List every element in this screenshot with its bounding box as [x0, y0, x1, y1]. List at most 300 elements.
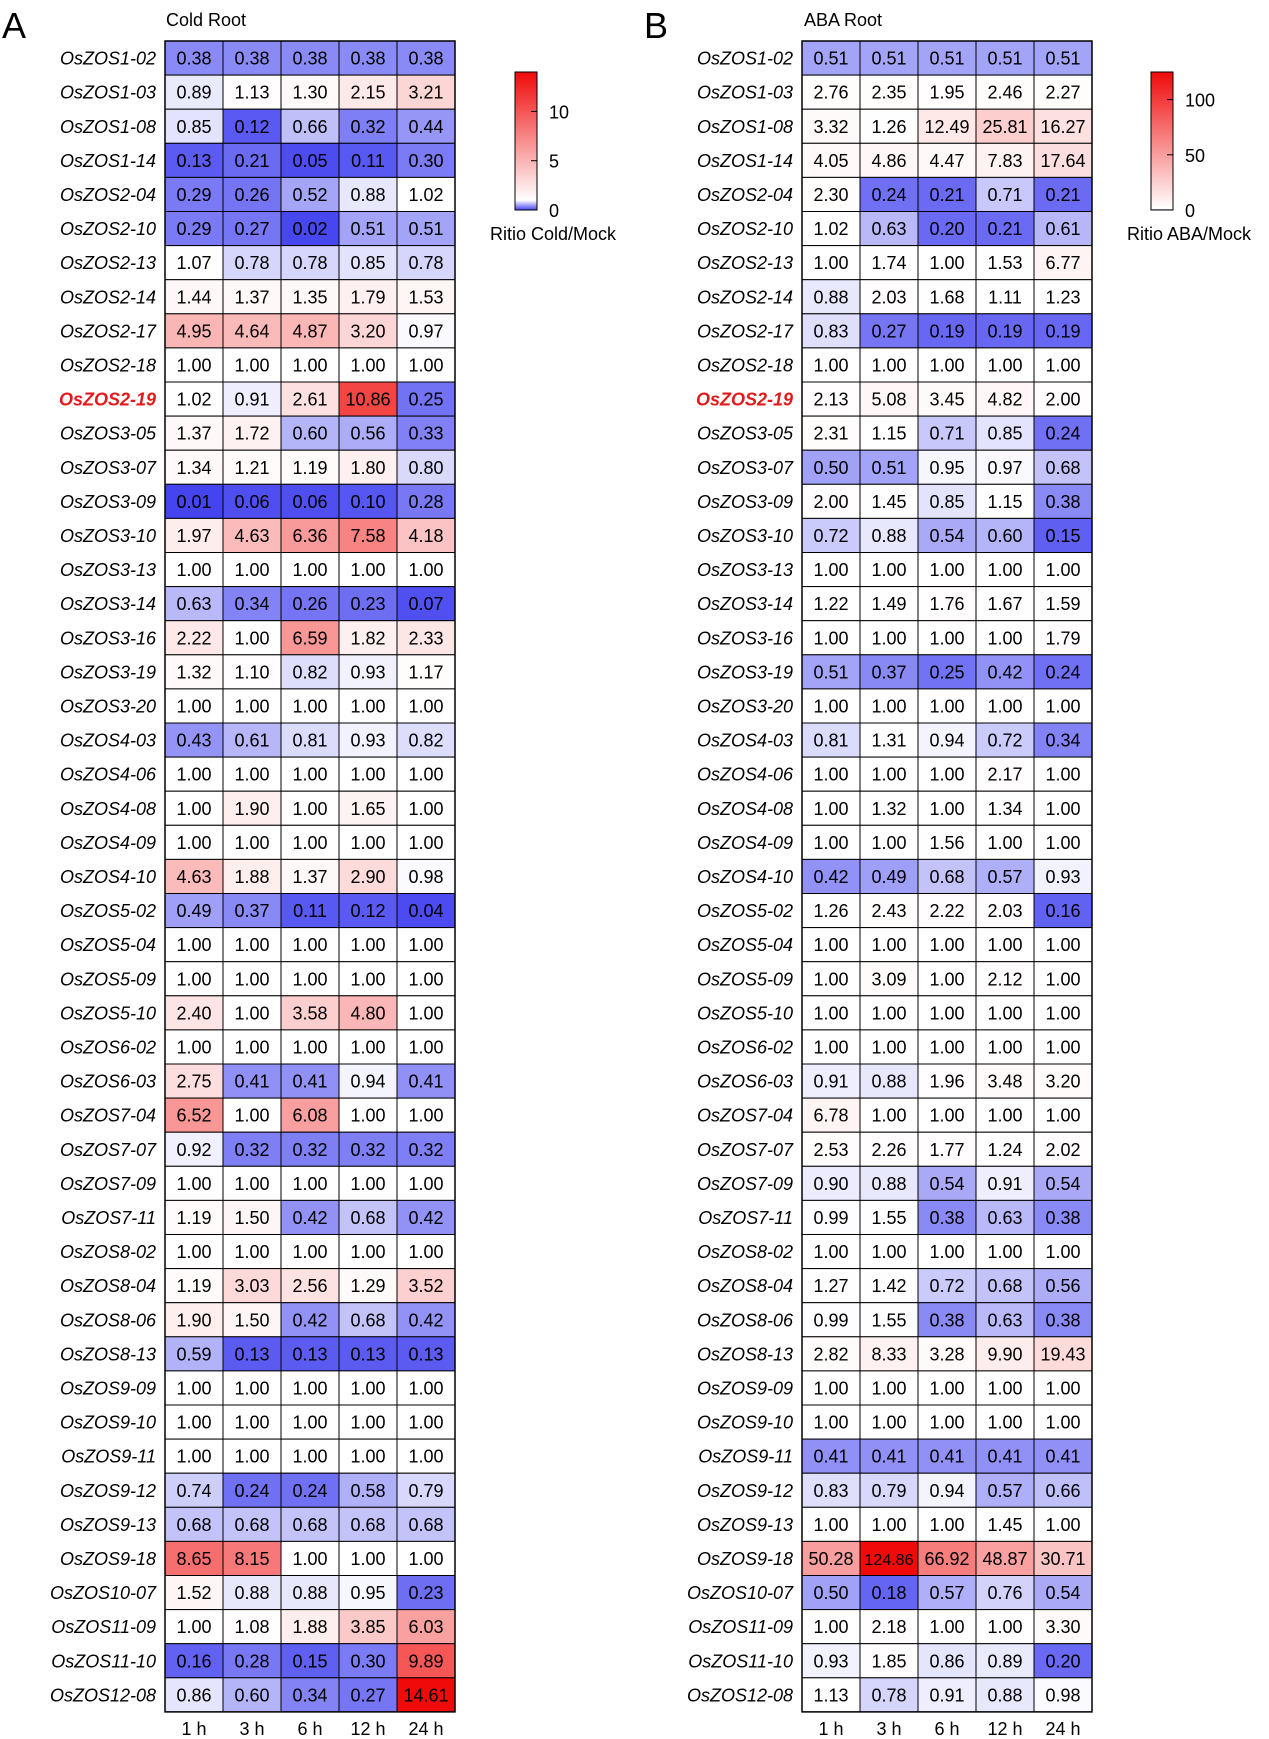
cell-value-label: 1.00: [987, 628, 1023, 649]
legend-tick-label: 100: [1185, 90, 1216, 111]
cell-value-label: 1.00: [292, 1037, 328, 1058]
cell-value-label: 1.00: [408, 560, 444, 581]
cell-value-label: 0.19: [987, 321, 1023, 342]
cell-value-label: 0.27: [234, 219, 270, 240]
cell-value-label: 1.00: [176, 696, 212, 717]
cell-value-label: 1.00: [292, 355, 328, 376]
cell-value-label: 1.00: [292, 935, 328, 956]
cell-value-label: 1.02: [408, 184, 444, 205]
cell-value-label: 19.43: [1040, 1344, 1086, 1365]
cell-value-label: 1.34: [176, 457, 212, 478]
cell-value-label: 0.27: [871, 321, 907, 342]
row-label: OsZOS3-07: [696, 457, 793, 478]
cell-value-label: 1.00: [1045, 969, 1081, 990]
cell-value-label: 1.35: [292, 287, 328, 308]
cell-value-label: 1.50: [234, 1207, 270, 1228]
cell-value-label: 0.63: [871, 219, 907, 240]
cell-value-label: 1.00: [176, 764, 212, 785]
column-label: 6 h: [934, 1718, 960, 1739]
cell-value-label: 0.06: [234, 491, 270, 512]
row-label: OsZOS9-12: [696, 1480, 793, 1501]
cell-value-label: 1.00: [929, 1037, 965, 1058]
cell-value-label: 0.68: [408, 1514, 444, 1535]
cell-value-label: 0.51: [929, 48, 965, 69]
cell-value-label: 3.45: [929, 389, 965, 410]
cell-value-label: 1.79: [1045, 628, 1081, 649]
cell-value-label: 1.17: [408, 662, 444, 683]
row-label: OsZOS4-10: [696, 866, 793, 887]
cell-value-label: 0.26: [292, 594, 328, 615]
cell-value-label: 2.46: [987, 82, 1023, 103]
cell-value-label: 1.00: [987, 560, 1023, 581]
cell-value-label: 0.79: [871, 1480, 907, 1501]
cell-value-label: 8.33: [871, 1344, 907, 1365]
cell-value-label: 0.24: [1045, 662, 1081, 683]
cell-value-label: 0.88: [871, 1071, 907, 1092]
cell-value-label: 0.59: [176, 1344, 212, 1365]
cell-value-label: 1.00: [813, 969, 849, 990]
row-label: OsZOS5-10: [59, 1003, 156, 1024]
cell-value-label: 0.79: [408, 1480, 444, 1501]
cell-value-label: 0.16: [1045, 901, 1081, 922]
cell-value-label: 1.26: [871, 116, 907, 137]
cell-value-label: 0.78: [234, 253, 270, 274]
cell-value-label: 3.30: [1045, 1617, 1081, 1638]
column-label: 6 h: [297, 1718, 323, 1739]
cell-value-label: 4.95: [176, 321, 212, 342]
cell-value-label: 0.91: [813, 1071, 849, 1092]
cell-value-label: 0.83: [813, 321, 849, 342]
cell-value-label: 2.43: [871, 901, 907, 922]
cell-value-label: 2.35: [871, 82, 907, 103]
cell-value-label: 0.83: [813, 1480, 849, 1501]
row-label: OsZOS11-09: [51, 1617, 156, 1638]
row-label: OsZOS8-02: [696, 1242, 793, 1263]
row-label: OsZOS8-13: [59, 1344, 156, 1365]
cell-value-label: 1.55: [871, 1310, 907, 1331]
cell-value-label: 1.00: [408, 935, 444, 956]
cell-value-label: 1.00: [1045, 764, 1081, 785]
cell-value-label: 1.00: [1045, 560, 1081, 581]
cell-value-label: 0.72: [813, 525, 849, 546]
cell-value-label: 0.13: [292, 1344, 328, 1365]
cell-value-label: 0.68: [292, 1514, 328, 1535]
cell-value-label: 0.89: [987, 1651, 1023, 1672]
row-label: OsZOS11-09: [688, 1617, 793, 1638]
row-labels-aba: [687, 49, 794, 1706]
cell-value-label: 0.30: [408, 150, 444, 171]
cell-value-label: 1.44: [176, 287, 212, 308]
cell-value-label: 1.00: [408, 1003, 444, 1024]
cell-value-label: 0.98: [1045, 1685, 1081, 1706]
cell-value-label: 0.25: [929, 662, 965, 683]
heatmap-cells-aba: [802, 41, 1092, 1712]
cell-value-label: 0.94: [929, 730, 965, 751]
cell-value-label: 1.00: [813, 1242, 849, 1263]
row-label: OsZOS1-03: [59, 82, 156, 103]
cell-value-label: 0.90: [813, 1173, 849, 1194]
heatmap-cells-cold: [165, 41, 455, 1712]
cell-value-label: 1.00: [350, 1242, 386, 1263]
row-label: OsZOS12-08: [686, 1685, 793, 1706]
row-label: OsZOS11-10: [51, 1651, 156, 1672]
cell-value-label: 0.57: [929, 1583, 965, 1604]
cell-value-label: 1.00: [234, 1173, 270, 1194]
cell-value-label: 1.00: [929, 355, 965, 376]
cell-value-label: 1.00: [350, 1105, 386, 1126]
cell-value-label: 1.00: [871, 560, 907, 581]
cell-value-label: 0.04: [408, 901, 444, 922]
cell-value-label: 0.51: [813, 662, 849, 683]
cell-value-label: 1.96: [929, 1071, 965, 1092]
cell-value-label: 1.37: [176, 423, 212, 444]
legend-title-cold: Ritio Cold/Mock: [490, 224, 617, 244]
cell-value-label: 0.72: [987, 730, 1023, 751]
cell-value-label: 0.93: [813, 1651, 849, 1672]
cell-value-label: 2.17: [987, 764, 1023, 785]
cell-value-label: 1.00: [292, 1173, 328, 1194]
cell-value-label: 1.00: [350, 764, 386, 785]
panel-label-b: B: [644, 5, 669, 46]
cell-value-label: 0.56: [1045, 1276, 1081, 1297]
cell-value-label: 0.28: [408, 491, 444, 512]
cell-value-label: 2.30: [813, 184, 849, 205]
cell-value-label: 0.49: [176, 901, 212, 922]
cell-value-label: 0.49: [871, 866, 907, 887]
cell-value-label: 4.63: [176, 866, 212, 887]
row-label: OsZOS9-09: [59, 1378, 156, 1399]
row-label: OsZOS1-14: [59, 150, 156, 171]
cell-value-label: 0.11: [293, 901, 327, 922]
row-label: OsZOS6-03: [696, 1071, 793, 1092]
cell-value-label: 1.00: [813, 1617, 849, 1638]
cell-value-label: 0.93: [350, 730, 386, 751]
cell-value-label: 2.27: [1045, 82, 1081, 103]
cell-value-label: 1.88: [234, 866, 270, 887]
cell-value-label: 3.58: [292, 1003, 328, 1024]
cell-value-label: 1.00: [292, 1548, 328, 1569]
cell-value-label: 1.02: [813, 219, 849, 240]
cell-value-label: 1.00: [350, 696, 386, 717]
cell-value-label: 1.00: [408, 1173, 444, 1194]
cell-value-label: 2.40: [176, 1003, 212, 1024]
cell-value-label: 0.51: [871, 457, 907, 478]
cell-value-label: 1.00: [871, 1242, 907, 1263]
cell-value-label: 1.79: [350, 287, 386, 308]
cell-value-label: 2.12: [987, 969, 1023, 990]
cell-value-label: 1.00: [813, 1412, 849, 1433]
cell-value-label: 0.23: [350, 594, 386, 615]
row-label: OsZOS9-12: [59, 1480, 156, 1501]
cell-value-label: 0.81: [292, 730, 328, 751]
row-label: OsZOS2-04: [696, 184, 793, 205]
cell-value-label: 1.11: [988, 287, 1022, 308]
cell-value-label: 3.48: [987, 1071, 1023, 1092]
cell-value-label: 1.00: [176, 1242, 212, 1263]
cell-value-label: 0.12: [350, 901, 386, 922]
row-label: OsZOS1-02: [59, 48, 156, 69]
row-label: OsZOS2-04: [59, 184, 156, 205]
cell-value-label: 2.22: [176, 628, 212, 649]
row-label: OsZOS2-19: [695, 389, 793, 410]
row-label: OsZOS7-11: [61, 1207, 156, 1228]
cell-value-label: 3.20: [1045, 1071, 1081, 1092]
cell-value-label: 2.53: [813, 1139, 849, 1160]
cell-value-label: 0.41: [987, 1446, 1023, 1467]
cell-value-label: 1.00: [1045, 355, 1081, 376]
cell-value-label: 1.27: [813, 1276, 849, 1297]
cell-value-label: 1.00: [929, 935, 965, 956]
row-label: OsZOS2-17: [59, 321, 156, 342]
legend-tick-label: 10: [549, 102, 570, 123]
row-label: OsZOS4-06: [59, 764, 156, 785]
cell-value-label: 1.00: [871, 1105, 907, 1126]
row-label: OsZOS8-06: [696, 1310, 793, 1331]
cell-value-label: 0.38: [350, 48, 386, 69]
cell-value-label: 6.52: [176, 1105, 212, 1126]
cell-value-label: 1.00: [929, 798, 965, 819]
cell-value-label: 1.00: [350, 1037, 386, 1058]
cell-value-label: 1.00: [871, 696, 907, 717]
row-label: OsZOS9-11: [61, 1446, 156, 1467]
cell-value-label: 1.00: [1045, 1514, 1081, 1535]
cell-value-label: 25.81: [982, 116, 1028, 137]
cell-value-label: 1.00: [929, 1242, 965, 1263]
cell-value-label: 1.19: [176, 1276, 212, 1297]
cell-value-label: 2.31: [813, 423, 849, 444]
cell-value-label: 6.78: [813, 1105, 849, 1126]
cell-value-label: 0.82: [292, 662, 328, 683]
cell-value-label: 0.29: [176, 184, 212, 205]
cell-value-label: 0.42: [408, 1207, 444, 1228]
cell-value-label: 1.00: [350, 1378, 386, 1399]
cell-value-label: 0.19: [1045, 321, 1081, 342]
cell-value-label: 2.00: [1045, 389, 1081, 410]
cell-value-label: 1.95: [929, 82, 965, 103]
cell-value-label: 1.00: [234, 355, 270, 376]
cell-value-label: 0.06: [292, 491, 328, 512]
cell-value-label: 1.29: [350, 1276, 386, 1297]
cell-value-label: 2.22: [929, 901, 965, 922]
cell-value-label: 1.00: [929, 969, 965, 990]
row-label: OsZOS2-14: [59, 287, 156, 308]
cell-value-label: 0.21: [929, 184, 965, 205]
cell-value-label: 1.00: [1045, 1105, 1081, 1126]
cell-value-label: 9.89: [408, 1651, 444, 1672]
cell-value-label: 1.00: [350, 1548, 386, 1569]
row-label: OsZOS7-07: [696, 1139, 793, 1160]
legend-title-aba: Ritio ABA/Mock: [1127, 224, 1252, 244]
cell-value-label: 0.93: [350, 662, 386, 683]
cell-value-label: 0.85: [987, 423, 1023, 444]
row-label: OsZOS2-18: [59, 355, 156, 376]
row-label: OsZOS6-02: [59, 1037, 156, 1058]
cell-value-label: 1.50: [234, 1310, 270, 1331]
cell-value-label: 1.00: [813, 628, 849, 649]
row-label: OsZOS4-09: [59, 832, 156, 853]
cell-value-label: 3.20: [350, 321, 386, 342]
cell-value-label: 6.08: [292, 1105, 328, 1126]
cell-value-label: 1.00: [350, 1173, 386, 1194]
cell-value-label: 0.54: [929, 525, 965, 546]
cell-value-label: 0.95: [350, 1583, 386, 1604]
cell-value-label: 1.00: [292, 798, 328, 819]
cell-value-label: 1.00: [1045, 935, 1081, 956]
cell-value-label: 1.00: [929, 253, 965, 274]
cell-value-label: 1.45: [871, 491, 907, 512]
row-label: OsZOS3-07: [59, 457, 156, 478]
cell-value-label: 1.00: [234, 764, 270, 785]
cell-value-label: 1.00: [871, 628, 907, 649]
cell-value-label: 0.05: [292, 150, 328, 171]
row-label: OsZOS11-10: [688, 1651, 793, 1672]
panel-title-aba-root: ABA Root: [804, 10, 883, 30]
cell-value-label: 1.00: [408, 1037, 444, 1058]
cell-value-label: 1.45: [987, 1514, 1023, 1535]
row-label: OsZOS5-04: [696, 935, 793, 956]
cell-value-label: 0.19: [929, 321, 965, 342]
row-label: OsZOS7-09: [59, 1173, 156, 1194]
cell-value-label: 1.00: [871, 1037, 907, 1058]
row-label: OsZOS3-20: [696, 696, 793, 717]
cell-value-label: 2.82: [813, 1344, 849, 1365]
cell-value-label: 0.25: [408, 389, 444, 410]
cell-value-label: 0.38: [929, 1207, 965, 1228]
cell-value-label: 1.00: [292, 1446, 328, 1467]
row-label: OsZOS2-10: [696, 219, 793, 240]
cell-value-label: 1.00: [1045, 798, 1081, 819]
cell-value-label: 0.66: [1045, 1480, 1081, 1501]
cell-value-label: 1.00: [234, 1412, 270, 1433]
cell-value-label: 1.00: [350, 969, 386, 990]
cell-value-label: 0.30: [350, 1651, 386, 1672]
row-label: OsZOS12-08: [49, 1685, 156, 1706]
column-label: 3 h: [239, 1718, 265, 1739]
cell-value-label: 0.37: [234, 901, 270, 922]
cell-value-label: 1.52: [176, 1583, 212, 1604]
cell-value-label: 0.88: [234, 1583, 270, 1604]
cell-value-label: 1.00: [929, 1378, 965, 1399]
row-label: OsZOS4-08: [59, 798, 156, 819]
cell-value-label: 1.00: [813, 560, 849, 581]
cell-value-label: 1.07: [176, 253, 212, 274]
cell-value-label: 1.00: [929, 764, 965, 785]
row-label: OsZOS3-19: [59, 662, 156, 683]
row-label: OsZOS9-18: [696, 1548, 793, 1569]
cell-value-label: 1.32: [871, 798, 907, 819]
cell-value-label: 1.08: [234, 1617, 270, 1638]
cell-value-label: 0.20: [1045, 1651, 1081, 1672]
cell-value-label: 1.13: [813, 1685, 849, 1706]
cell-value-label: 0.94: [350, 1071, 386, 1092]
cell-value-label: 1.00: [234, 969, 270, 990]
cell-value-label: 0.42: [292, 1207, 328, 1228]
cell-value-label: 0.98: [408, 866, 444, 887]
cell-value-label: 0.24: [234, 1480, 270, 1501]
cell-value-label: 0.66: [292, 116, 328, 137]
row-label: OsZOS3-14: [696, 594, 793, 615]
cell-value-label: 2.15: [350, 82, 386, 103]
panel-label-a: A: [2, 5, 27, 46]
cell-value-label: 1.53: [408, 287, 444, 308]
cell-value-label: 6.77: [1045, 253, 1081, 274]
cell-value-label: 0.94: [929, 1480, 965, 1501]
cell-value-label: 1.00: [408, 1105, 444, 1126]
cell-value-label: 1.00: [176, 935, 212, 956]
row-label: OsZOS4-03: [59, 730, 156, 751]
cell-value-label: 0.68: [1045, 457, 1081, 478]
cell-value-label: 1.00: [292, 696, 328, 717]
cell-value-label: 0.61: [1045, 219, 1081, 240]
cell-value-label: 1.00: [987, 935, 1023, 956]
cell-value-label: 4.05: [813, 150, 849, 171]
cell-value-label: 0.16: [176, 1651, 212, 1672]
cell-value-label: 0.78: [408, 253, 444, 274]
legend-tick-label: 0: [1185, 201, 1196, 221]
cell-value-label: 0.42: [292, 1310, 328, 1331]
cell-value-label: 1.00: [176, 969, 212, 990]
cell-value-label: 0.51: [871, 48, 907, 69]
row-label: OsZOS7-04: [696, 1105, 793, 1126]
cell-value-label: 1.00: [813, 832, 849, 853]
cell-value-label: 0.68: [176, 1514, 212, 1535]
cell-value-label: 1.00: [234, 696, 270, 717]
cell-value-label: 0.68: [350, 1207, 386, 1228]
cell-value-label: 1.00: [408, 1446, 444, 1467]
cell-value-label: 0.88: [813, 287, 849, 308]
cell-value-label: 1.00: [929, 560, 965, 581]
cell-value-label: 0.33: [408, 423, 444, 444]
cell-value-label: 0.12: [234, 116, 270, 137]
cell-value-label: 0.72: [929, 1276, 965, 1297]
cell-value-label: 0.68: [234, 1514, 270, 1535]
cell-value-label: 0.32: [350, 1139, 386, 1160]
row-label: OsZOS10-07: [49, 1583, 156, 1604]
cell-value-label: 1.00: [350, 935, 386, 956]
cell-value-label: 1.00: [929, 1617, 965, 1638]
cell-value-label: 1.10: [234, 662, 270, 683]
row-label: OsZOS2-18: [696, 355, 793, 376]
cell-value-label: 2.26: [871, 1139, 907, 1160]
row-label: OsZOS3-20: [59, 696, 156, 717]
cell-value-label: 0.52: [292, 184, 328, 205]
cell-value-label: 0.54: [929, 1173, 965, 1194]
cell-value-label: 0.44: [408, 116, 444, 137]
cell-value-label: 0.38: [1045, 1310, 1081, 1331]
row-label: OsZOS3-09: [59, 491, 156, 512]
cell-value-label: 1.00: [408, 1378, 444, 1399]
cell-value-label: 1.00: [292, 560, 328, 581]
cell-value-label: 16.27: [1040, 116, 1086, 137]
cell-value-label: 1.00: [871, 1514, 907, 1535]
cell-value-label: 0.21: [987, 219, 1023, 240]
cell-value-label: 0.78: [292, 253, 328, 274]
cell-value-label: 0.82: [408, 730, 444, 751]
cell-value-label: 1.00: [1045, 1242, 1081, 1263]
cell-value-label: 1.32: [176, 662, 212, 683]
cell-value-label: 124.86: [864, 1551, 914, 1569]
cell-value-label: 0.86: [176, 1685, 212, 1706]
cell-value-label: 0.99: [813, 1310, 849, 1331]
row-label: OsZOS5-02: [696, 901, 793, 922]
row-labels-cold: [50, 49, 157, 1706]
cell-value-label: 0.02: [292, 219, 328, 240]
cell-value-label: 0.88: [350, 184, 386, 205]
cell-value-label: 0.10: [350, 491, 386, 512]
cell-value-label: 0.34: [234, 594, 270, 615]
cell-value-label: 0.61: [234, 730, 270, 751]
cell-value-label: 0.13: [350, 1344, 386, 1365]
